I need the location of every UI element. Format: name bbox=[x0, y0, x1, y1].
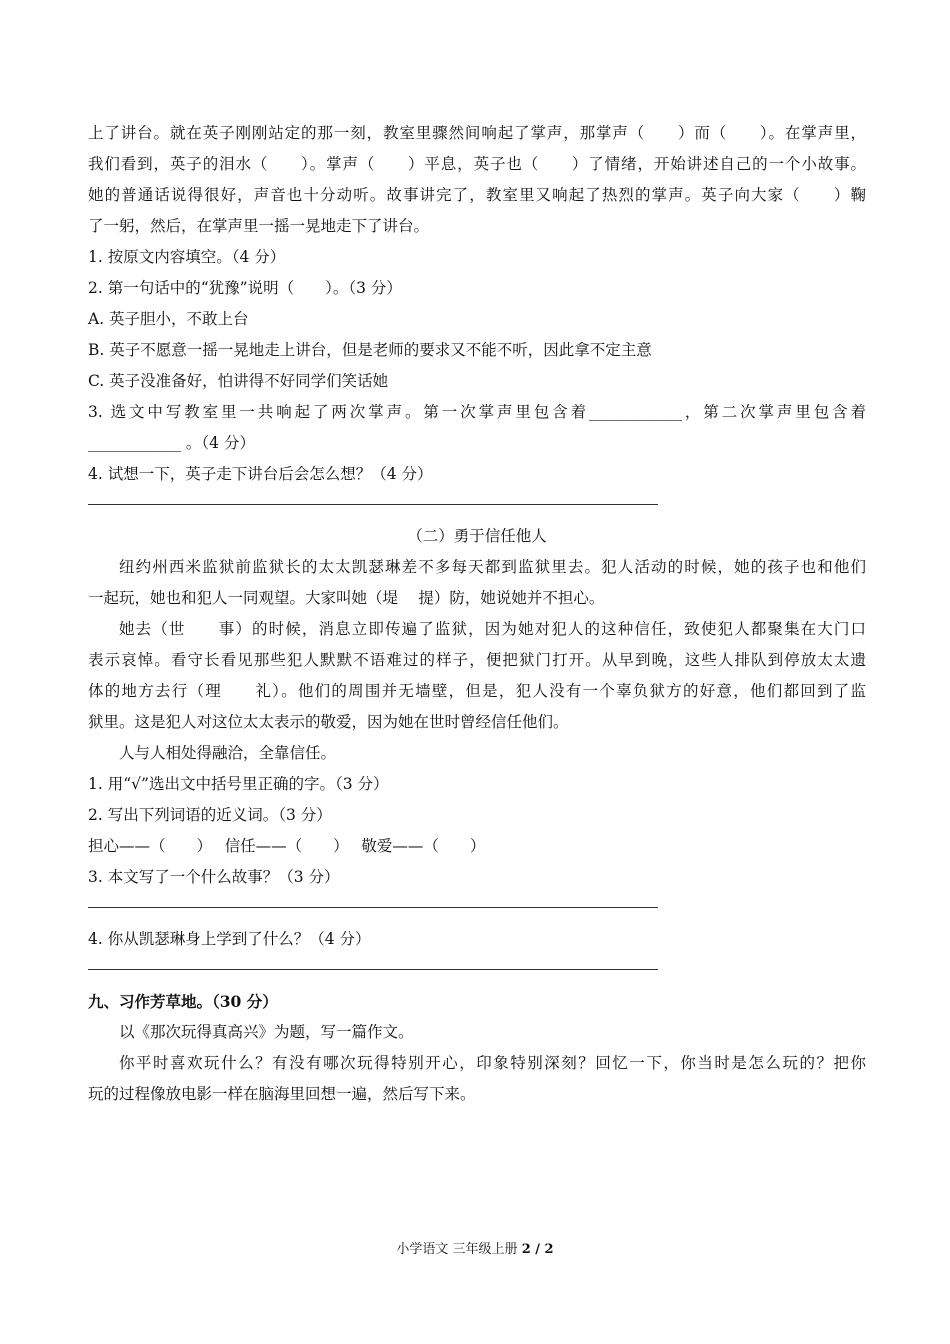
passage1-line-4: 了一躬，然后，在掌声里一摇一晃地走下了讲台。 bbox=[88, 217, 430, 235]
answer-line[interactable] bbox=[88, 893, 866, 924]
section9-desc-line-2: 玩的过程像放电影一样在脑海里回想一遍，然后写下来。 bbox=[88, 1085, 476, 1103]
passage2-line-2: 一起玩，她也和犯人一同观望。大家叫她（堤 提）防，她说她并不担心。 bbox=[88, 589, 605, 607]
footer-label: 小学语文 三年级上册 bbox=[396, 1242, 522, 1257]
page-footer bbox=[0, 1240, 950, 1260]
passage2-q2-words: 担心——（ ） 信任——（ ） 敬爱——（ ） bbox=[88, 837, 486, 855]
passage1-q2-option-a: A. 英子胆小，不敢上台 bbox=[88, 310, 249, 328]
section9-prompt: 以《那次玩得真高兴》为题，写一篇作文。 bbox=[119, 1023, 414, 1041]
passage2-title: （二）勇于信任他人 bbox=[407, 527, 547, 545]
passage1-line-1: 上了讲台。就在英子刚刚站定的那一刻，教室里骤然间响起了掌声，那掌声（ ）而（ ）。在掌声里， bbox=[88, 124, 866, 142]
passage2-question-2: 2. 写出下列词语的近义词。（3 分） bbox=[88, 806, 332, 824]
passage2-line-7: 人与人相处得融洽，全靠信任。 bbox=[119, 744, 337, 762]
passage1-question-4: 4. 试想一下，英子走下讲台后会怎么想？（4 分） bbox=[88, 465, 433, 483]
passage2-line-1: 纽约州西米监狱前监狱长的太太凯瑟琳差不多每天都到监狱里去。犯人活动的时候，她的孩子也和他们 bbox=[119, 558, 866, 576]
passage2-line-5: 体的地方去行（理 礼）。他们的周围并无墙壁，但是，犯人没有一个辜负狱方的好意，他们都回到了监 bbox=[88, 682, 866, 700]
page-number: 2 / 2 bbox=[521, 1242, 554, 1257]
answer-line[interactable] bbox=[88, 490, 866, 521]
passage1-question-2: 2. 第一句话中的“犹豫”说明（ ）。（3 分） bbox=[88, 279, 402, 297]
passage1-line-2: 我们看到，英子的泪水（ ）。掌声（ ）平息，英子也（ ）了情绪，开始讲述自己的一个小故事。 bbox=[88, 155, 866, 173]
passage2-line-3: 她去（世 事）的时候，消息立即传遍了监狱，因为她对犯人的这种信任，致使犯人都聚集在大门口 bbox=[119, 620, 866, 638]
passage2-line-6: 狱里。这是犯人对这位太太表示的敬爱，因为她在世时曾经信任他们。 bbox=[88, 713, 569, 731]
section9-desc-line-1: 你平时喜欢玩什么？有没有哪次玩得特别开心，印象特别深刻？回忆一下，你当时是怎么玩的？把你 bbox=[119, 1054, 866, 1072]
passage1-q2-option-b: B. 英子不愿意一摇一晃地走上讲台，但是老师的要求又不能不听，因此拿不定主意 bbox=[88, 341, 652, 359]
passage2-question-4: 4. 你从凯瑟琳身上学到了什么？（4 分） bbox=[88, 930, 371, 948]
passage1-q2-option-c: C. 英子没准备好，怕讲得不好同学们笑话她 bbox=[88, 372, 389, 390]
passage1-line-3: 她的普通话说得很好，声音也十分动听。故事讲完了，教室里又响起了热烈的掌声。英子向大家（ ）鞠 bbox=[88, 186, 866, 204]
section9-heading: 九、习作芳草地。（30 分） bbox=[88, 992, 278, 1011]
passage2-question-1: 1. 用“√”选出文中括号里正确的字。（3 分） bbox=[88, 775, 389, 793]
passage1-question-3-line-1: 3. 选文中写教室里一共响起了两次掌声。第一次掌声里包含着____________，第二次掌声里包含着 bbox=[88, 403, 866, 421]
answer-line[interactable] bbox=[88, 955, 866, 986]
passage1-question-3-line-2: ____________ 。（4 分） bbox=[88, 434, 255, 452]
document-body bbox=[88, 118, 866, 1110]
passage2-question-3: 3. 本文写了一个什么故事？（3 分） bbox=[88, 868, 340, 886]
passage2-line-4: 表示哀悼。看守长看见那些犯人默默不语难过的样子，便把狱门打开。从早到晚，这些人排队到停放太太遗 bbox=[88, 651, 866, 669]
passage1-question-1: 1. 按原文内容填空。（4 分） bbox=[88, 248, 286, 266]
